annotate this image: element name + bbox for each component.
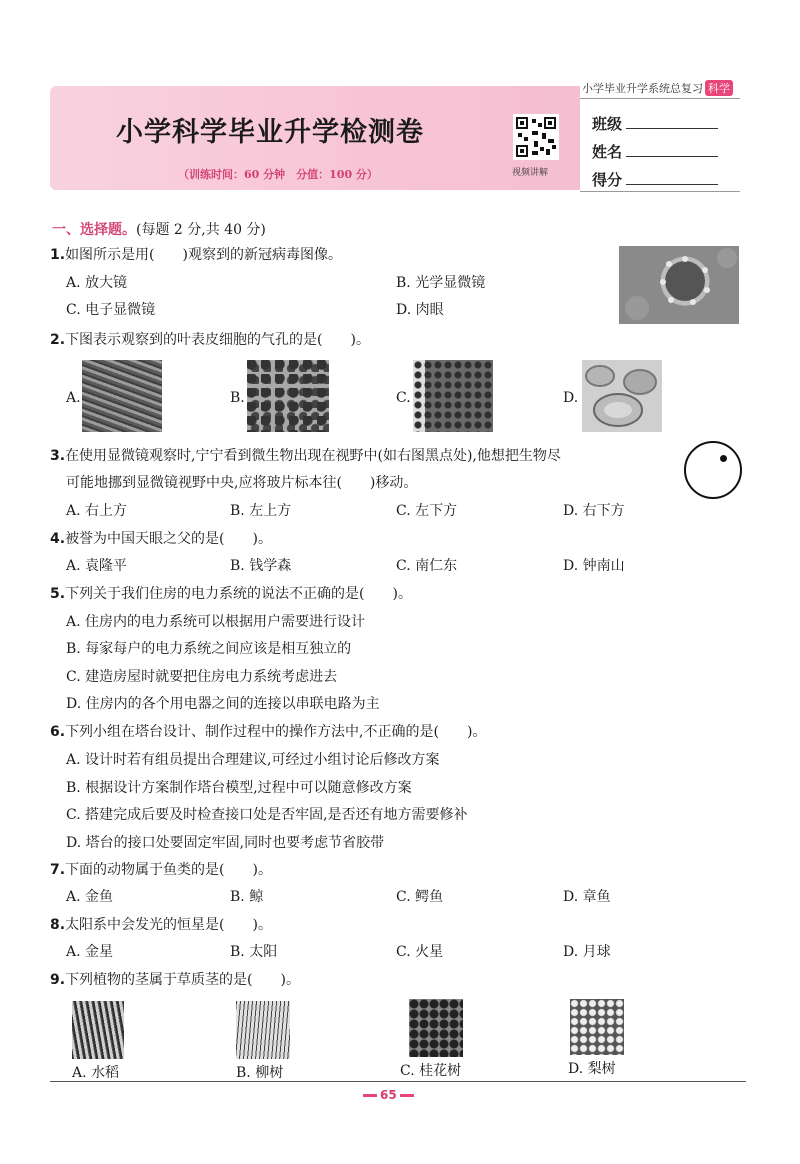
microscope-field-of-view bbox=[684, 441, 742, 499]
footer-divider bbox=[50, 1081, 746, 1082]
q2-option-c[interactable]: C. bbox=[396, 390, 411, 406]
q2-image-b[interactable] bbox=[247, 360, 329, 432]
q1-option-c[interactable]: C. 电子显微镜 bbox=[66, 302, 156, 318]
title-banner bbox=[50, 86, 580, 190]
qr-label: 视频讲解 bbox=[512, 168, 549, 178]
willow-image[interactable] bbox=[236, 1001, 290, 1059]
q5-option-c[interactable]: C. 建造房屋时就要把住房电力系统考虑进去 bbox=[66, 669, 338, 685]
q5-option-b[interactable]: B. 每家每户的电力系统之间应该是相互独立的 bbox=[66, 641, 352, 657]
q6-option-c[interactable]: C. 搭建完成后要及时检查接口处是否牢固,是否还有地方需要修补 bbox=[66, 807, 468, 823]
question-7: 7.下面的动物属于鱼类的是( )。 bbox=[50, 862, 272, 878]
q1-option-d[interactable]: D. 肉眼 bbox=[396, 302, 444, 318]
q3-option-a[interactable]: A. 右上方 bbox=[66, 503, 128, 519]
q8-option-a[interactable]: A. 金星 bbox=[66, 944, 114, 960]
rice-image[interactable] bbox=[72, 1001, 124, 1059]
q4-option-c[interactable]: C. 南仁东 bbox=[396, 558, 458, 574]
question-2: 2.下图表示观察到的叶表皮细胞的气孔的是( )。 bbox=[50, 332, 370, 348]
q9-option-c[interactable]: C. 桂花树 bbox=[400, 1063, 462, 1079]
question-6: 6.下列小组在塔台设计、制作过程中的操作方法中,不正确的是( )。 bbox=[50, 724, 487, 740]
q5-option-a[interactable]: A. 住房内的电力系统可以根据用户需要进行设计 bbox=[66, 614, 366, 630]
series-label: 小学毕业升学系统总复习 bbox=[582, 82, 703, 95]
q1-option-b[interactable]: B. 光学显微镜 bbox=[396, 275, 486, 291]
q9-option-a[interactable]: A. 水稻 bbox=[72, 1065, 120, 1081]
q2-option-b[interactable]: B. bbox=[230, 390, 245, 406]
q7-option-b[interactable]: B. 鲸 bbox=[230, 889, 264, 905]
question-9: 9.下列植物的茎属于草质茎的是( )。 bbox=[50, 972, 300, 988]
section-heading: 一、选择题。(每题 2 分,共 40 分) bbox=[52, 222, 266, 238]
question-1: 1.如图所示是用( )观察到的新冠病毒图像。 bbox=[50, 247, 342, 263]
q4-option-d[interactable]: D. 钟南山 bbox=[563, 558, 625, 574]
series-tag bbox=[582, 80, 733, 96]
qr-code-icon[interactable] bbox=[513, 114, 559, 160]
question-3: 3.在使用显微镜观察时,宁宁看到微生物出现在视野中(如右图黑点处),他想把生物尽 bbox=[50, 448, 561, 464]
question-4: 4.被誉为中国天眼之父的是( )。 bbox=[50, 531, 272, 547]
q7-option-a[interactable]: A. 金鱼 bbox=[66, 889, 114, 905]
name-field[interactable]: 姓名 bbox=[592, 141, 718, 162]
q2-option-a[interactable]: A. bbox=[66, 390, 81, 406]
score-field[interactable]: 得分 bbox=[592, 169, 718, 190]
q8-option-b[interactable]: B. 太阳 bbox=[230, 944, 278, 960]
q9-option-b[interactable]: B. 柳树 bbox=[236, 1065, 284, 1081]
exam-subtitle: （训练时间：60 分钟 分值：100 分） bbox=[178, 168, 378, 181]
question-8: 8.太阳系中会发光的恒星是( )。 bbox=[50, 917, 272, 933]
q3-option-c[interactable]: C. 左下方 bbox=[396, 503, 458, 519]
q6-option-a[interactable]: A. 设计时若有组员提出合理建议,可经过小组讨论后修改方案 bbox=[66, 752, 440, 768]
q6-option-b[interactable]: B. 根据设计方案制作塔台模型,过程中可以随意修改方案 bbox=[66, 780, 412, 796]
question-3-cont: 可能地挪到显微镜视野中央,应将玻片标本往( )移动。 bbox=[66, 475, 418, 491]
q3-option-b[interactable]: B. 左上方 bbox=[230, 503, 292, 519]
q8-option-c[interactable]: C. 火星 bbox=[396, 944, 444, 960]
q9-option-d[interactable]: D. 梨树 bbox=[568, 1061, 616, 1077]
q1-option-a[interactable]: A. 放大镜 bbox=[66, 275, 128, 291]
virus-image bbox=[619, 246, 739, 324]
osmanthus-image[interactable] bbox=[409, 999, 463, 1057]
q5-option-d[interactable]: D. 住房内的各个用电器之间的连接以串联电路为主 bbox=[66, 696, 380, 712]
q2-option-d[interactable]: D. bbox=[563, 390, 579, 406]
q4-option-a[interactable]: A. 袁隆平 bbox=[66, 558, 128, 574]
question-5: 5.下列关于我们住房的电力系统的说法不正确的是( )。 bbox=[50, 586, 412, 602]
student-info-box bbox=[580, 98, 740, 192]
q7-option-d[interactable]: D. 章鱼 bbox=[563, 889, 611, 905]
q6-option-d[interactable]: D. 塔台的接口处要固定牢固,同时也要考虑节省胶带 bbox=[66, 835, 385, 851]
page-number: 65 bbox=[360, 1088, 417, 1102]
microbe-dot bbox=[720, 455, 727, 462]
q2-image-d[interactable] bbox=[582, 360, 662, 432]
q4-option-b[interactable]: B. 钱学森 bbox=[230, 558, 292, 574]
pear-tree-image[interactable] bbox=[570, 999, 624, 1055]
q7-option-c[interactable]: C. 鳄鱼 bbox=[396, 889, 444, 905]
q8-option-d[interactable]: D. 月球 bbox=[563, 944, 611, 960]
class-field[interactable]: 班级 bbox=[592, 113, 718, 134]
page-title: 小学科学毕业升学检测卷 bbox=[116, 117, 424, 148]
q2-image-a[interactable] bbox=[82, 360, 162, 432]
q3-option-d[interactable]: D. 右下方 bbox=[563, 503, 625, 519]
q2-image-c[interactable] bbox=[413, 360, 493, 432]
subject-badge: 科学 bbox=[705, 80, 733, 96]
